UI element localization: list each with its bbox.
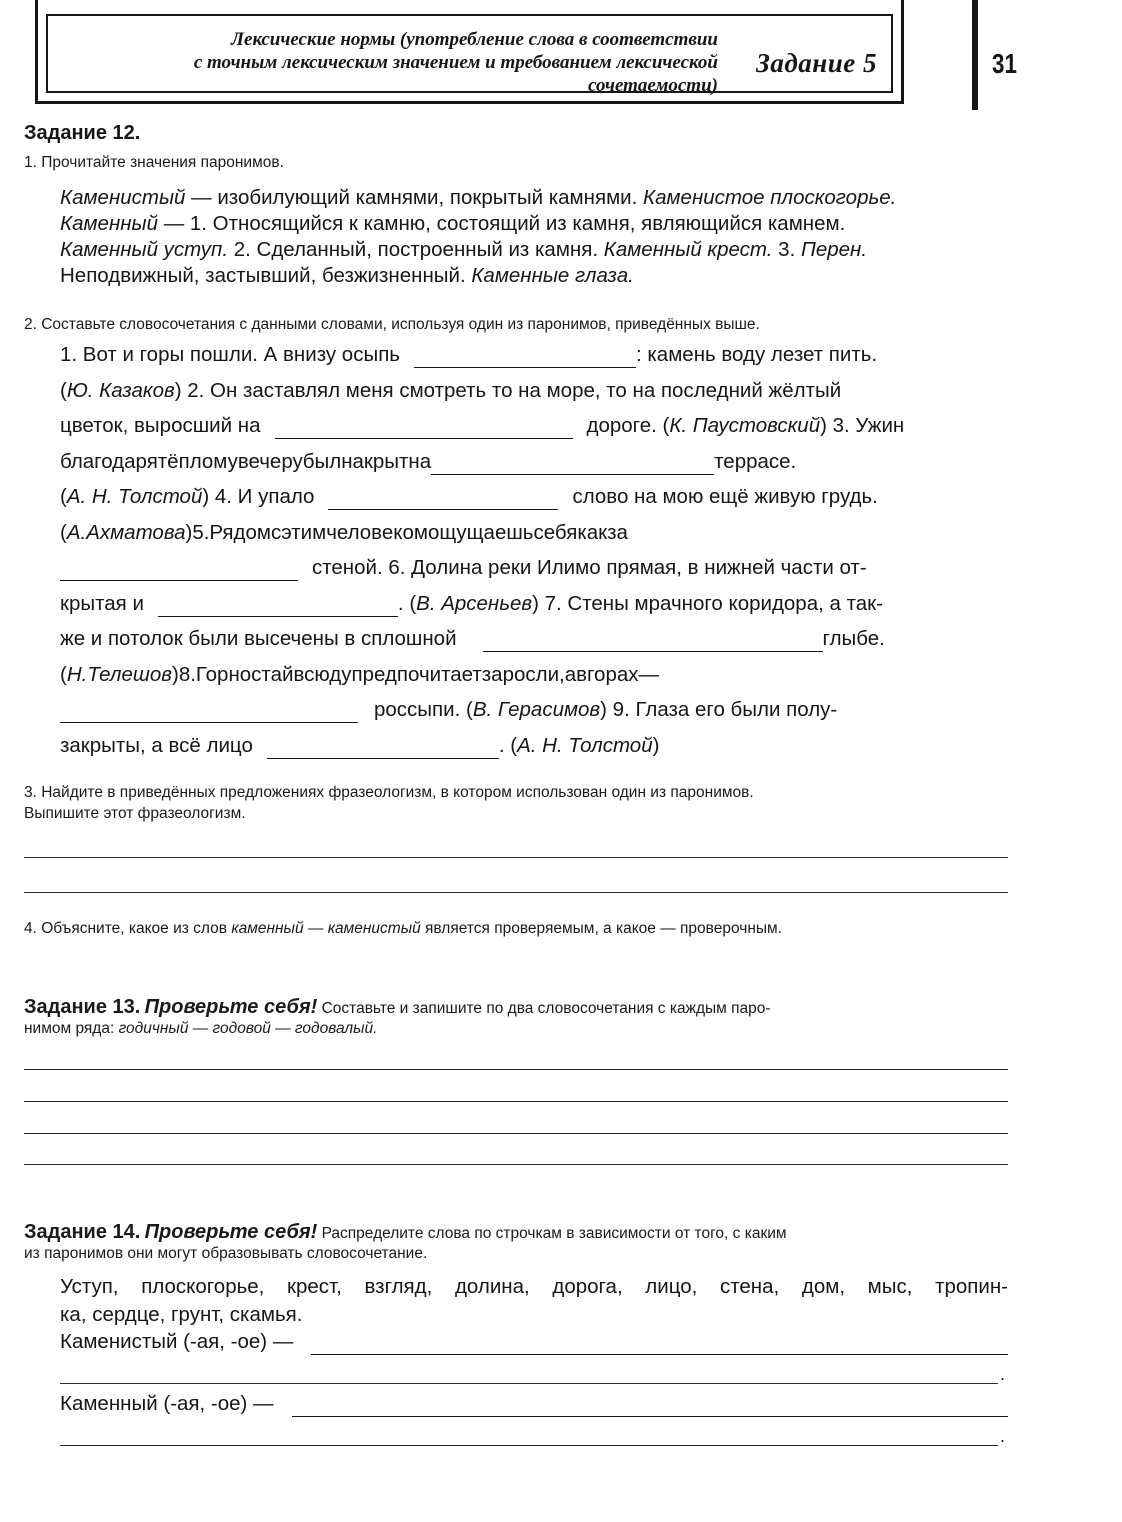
task14-text: из паронимов они могут образовывать словосочетание.	[24, 1245, 428, 1262]
answer-blank-8[interactable]	[60, 703, 358, 723]
exercise-text: благодаря	[60, 450, 158, 473]
exercise-text: ощущаешь	[427, 521, 534, 544]
header-topic-line2: с точным лексическим значением и требованием лексической	[193, 52, 718, 73]
exercise-text: цветок, выросший на	[60, 414, 261, 437]
exercise-text: . (	[397, 592, 417, 615]
answer-blank-9[interactable]	[267, 739, 499, 759]
exercise-line-2	[60, 378, 1008, 404]
exercise-text: (	[60, 485, 67, 508]
header-topic	[58, 28, 718, 97]
header-topic-line3: сочетаемости)	[588, 75, 718, 96]
task12-question2: 2. Составьте словосочетания с данными словами, используя один из паронимов, приведённых выше.	[24, 316, 760, 333]
def-example-3: Каменный крест.	[603, 238, 773, 261]
exercise-line-5	[60, 484, 1008, 510]
question4-text: 4. Объясните, какое из слов	[24, 920, 232, 937]
task13	[24, 995, 1009, 1041]
exercise-text: Рядом	[209, 521, 271, 544]
answer-blank-kamenistyi-1[interactable]	[311, 1335, 1008, 1355]
question3-line2: Выпишите этот фразеологизм.	[24, 805, 246, 822]
task14-text: Распределите слова по строчкам в зависимости от того, с каким	[317, 1225, 787, 1242]
author-name: А.	[66, 521, 87, 544]
def-text-2: — 1. Относящийся к камню, состоящий из камня, являющийся камнем.	[158, 212, 846, 235]
def-text-1: — изобилующий камнями, покрытый камнями.	[185, 186, 644, 209]
task14-row-kamenistyi	[60, 1329, 1008, 1355]
exercise-text: на	[408, 450, 432, 473]
answer-blank-kamennyi-1[interactable]	[292, 1397, 1008, 1417]
exercise-text: тёплому	[157, 450, 238, 473]
answer-blank-7[interactable]	[483, 632, 823, 652]
question4-text: является проверяемым, а какое — проверочным.	[420, 920, 782, 937]
exercise-text: )	[652, 734, 660, 757]
page-number: 31	[992, 48, 1017, 79]
def-example-4: Каменные глаза.	[471, 264, 634, 287]
task13-paronyms: годичный — годовой — годовалый.	[118, 1020, 378, 1037]
def-example-2: Каменный уступ.	[60, 238, 229, 261]
exercise-line-12	[60, 733, 1008, 759]
exercise-text: ) 9. Глаза его были полу-	[600, 698, 838, 721]
exercise-text: с	[270, 521, 282, 544]
author-name: К. Паустовский	[669, 414, 821, 437]
answer-line-t13-1[interactable]	[24, 1069, 1008, 1070]
exercise-text: террасе.	[714, 450, 797, 473]
exercise-text: ) 7. Стены мрачного коридора, а так-	[532, 592, 883, 615]
exercise-text: : камень воду лезет пить.	[635, 343, 878, 366]
exercise-text: )	[185, 521, 193, 544]
exercise-text: же и потолок были высечены в сплошной	[60, 627, 457, 650]
exercise-text: горах	[587, 663, 639, 686]
exercise-text: ) 2. Он заставлял меня смотреть то на море, то на последний жёлтый	[174, 379, 842, 402]
task13-title: Задание 13.	[24, 996, 141, 1018]
exercise-text: )	[171, 663, 179, 686]
answer-line-t13-3[interactable]	[24, 1133, 1008, 1134]
question4-words: каменный — каменистый	[231, 920, 421, 937]
task14-row-kamennyi	[60, 1391, 1008, 1417]
task12-question3	[24, 782, 1009, 824]
answer-blank-4[interactable]	[328, 490, 558, 510]
task14-words-line2: ка, сердце, грунт, скамья.	[60, 1303, 303, 1326]
author-name: А. Н. Толстой	[66, 485, 203, 508]
exercise-text: 8.	[178, 663, 196, 686]
answer-blank-5[interactable]	[60, 561, 298, 581]
answer-line-t13-4[interactable]	[24, 1164, 1008, 1165]
answer-line-q3-2[interactable]	[24, 892, 1008, 893]
task14-row-label: Каменистый (-ая, -ое) —	[60, 1330, 294, 1353]
exercise-text: дороге. (	[586, 414, 670, 437]
exercise-line-10	[60, 662, 1008, 688]
period-mark: .	[1000, 1364, 1006, 1384]
exercise-text: ) 3. Ужин	[820, 414, 905, 437]
answer-line-t13-2[interactable]	[24, 1101, 1008, 1102]
exercise-text: (	[60, 663, 67, 686]
task13-check: Проверьте себя!	[144, 996, 318, 1018]
exercise-text: человеком	[326, 521, 428, 544]
def-word-kamennyi: Каменный	[60, 212, 158, 235]
def-peren: Перен.	[800, 238, 868, 261]
task12-title: Задание 12.	[24, 122, 141, 144]
exercise-text: 1. Вот и горы пошли. А внизу осыпь	[60, 343, 400, 366]
exercise-text: был	[302, 450, 342, 473]
question3-line1: 3. Найдите в приведённых предложениях фразеологизм, в котором использован один из паронимов.	[24, 784, 754, 801]
exercise-text: (	[60, 521, 67, 544]
exercise-text: всюду	[293, 663, 352, 686]
exercise-text: (	[60, 379, 67, 402]
exercise-text: россыпи. (	[374, 698, 473, 721]
exercise-text: стеной. 6. Долина реки Илимо прямая, в нижней части от-	[312, 556, 867, 579]
header-vertical-rule	[972, 0, 978, 110]
exercise-line-9	[60, 626, 1008, 652]
exercise-text: себя	[533, 521, 578, 544]
exercise-text: ) 4. И упало	[202, 485, 315, 508]
exercise-text: накрыт	[341, 450, 409, 473]
author-name: В. Герасимов	[472, 698, 601, 721]
exercise-text: в	[576, 663, 588, 686]
exercise-text: крытая и	[60, 592, 144, 615]
answer-line-kamenistyi-2[interactable]	[60, 1383, 998, 1384]
def-text-3: 2. Сделанный, построенный из камня.	[228, 238, 604, 261]
task14-row-label: Каменный (-ая, -ое) —	[60, 1392, 274, 1415]
task14	[24, 1220, 1009, 1266]
author-name: Н.	[66, 663, 88, 686]
author-name: Ю. Казаков	[66, 379, 175, 402]
exercise-line-8	[60, 591, 1008, 617]
task12-question4	[24, 918, 1009, 939]
task12-definitions	[60, 185, 1008, 289]
exercise-text: слово на мою ещё живую грудь.	[572, 485, 878, 508]
answer-blank-6[interactable]	[158, 597, 398, 617]
exercise-text: закрыты, а всё лицо	[60, 734, 253, 757]
author-name: Телешов	[87, 663, 172, 686]
def-word-kamenistyi: Каменистый	[60, 186, 186, 209]
exercise-text: как	[577, 521, 608, 544]
exercise-text: за	[607, 521, 628, 544]
header-task-label: Задание 5	[756, 48, 877, 78]
exercise-line-11	[60, 697, 1008, 723]
def-text-5: Неподвижный, застывший, безжизненный.	[60, 264, 472, 287]
header-topic-line1: Лексические нормы (употребление слова в соответствии	[231, 29, 718, 50]
task13-text: Составьте и запишите по два словосочетания с каждым паро-	[317, 1000, 771, 1017]
exercise-line-1	[60, 342, 1008, 368]
answer-blank-2[interactable]	[275, 419, 573, 439]
task14-words-line1: Уступ, плоскогорье, крест, взгляд, долина, дорога, лицо, стена, дом, мыс, тропин-	[60, 1275, 1008, 1298]
task13-text: нимом ряда:	[24, 1020, 119, 1037]
period-mark: .	[1000, 1426, 1006, 1446]
answer-line-q3-1[interactable]	[24, 857, 1008, 858]
task14-check: Проверьте себя!	[144, 1221, 318, 1243]
author-name: В. Арсеньев	[416, 592, 533, 615]
exercise-line-4	[60, 449, 1008, 475]
answer-blank-3[interactable]	[431, 455, 714, 475]
exercise-text: а	[564, 663, 577, 686]
exercise-text: вечеру	[237, 450, 303, 473]
answer-line-kamennyi-2[interactable]	[60, 1445, 998, 1446]
answer-blank-1[interactable]	[414, 348, 636, 368]
exercise-text: Горностай	[195, 663, 294, 686]
exercise-text: предпочитает	[351, 663, 482, 686]
exercise-line-6	[60, 520, 1008, 546]
header-frame	[35, 0, 904, 104]
header-inner-frame	[46, 14, 893, 96]
exercise-line-3	[60, 413, 1008, 439]
def-example-1: Каменистое плоскогорье.	[643, 186, 897, 209]
exercise-text: —	[638, 663, 660, 686]
exercise-text: заросли,	[481, 663, 565, 686]
exercise-line-7	[60, 555, 1008, 581]
exercise-text: глыбе.	[822, 627, 885, 650]
author-name: А. Н. Толстой	[517, 734, 653, 757]
def-text-4: 3.	[772, 238, 801, 261]
exercise-text: . (	[498, 734, 518, 757]
task14-title: Задание 14.	[24, 1221, 141, 1243]
exercise-text: этим	[281, 521, 327, 544]
exercise-text: 5.	[192, 521, 210, 544]
task12-question1: 1. Прочитайте значения паронимов.	[24, 154, 284, 171]
author-name: Ахматова	[86, 521, 186, 544]
